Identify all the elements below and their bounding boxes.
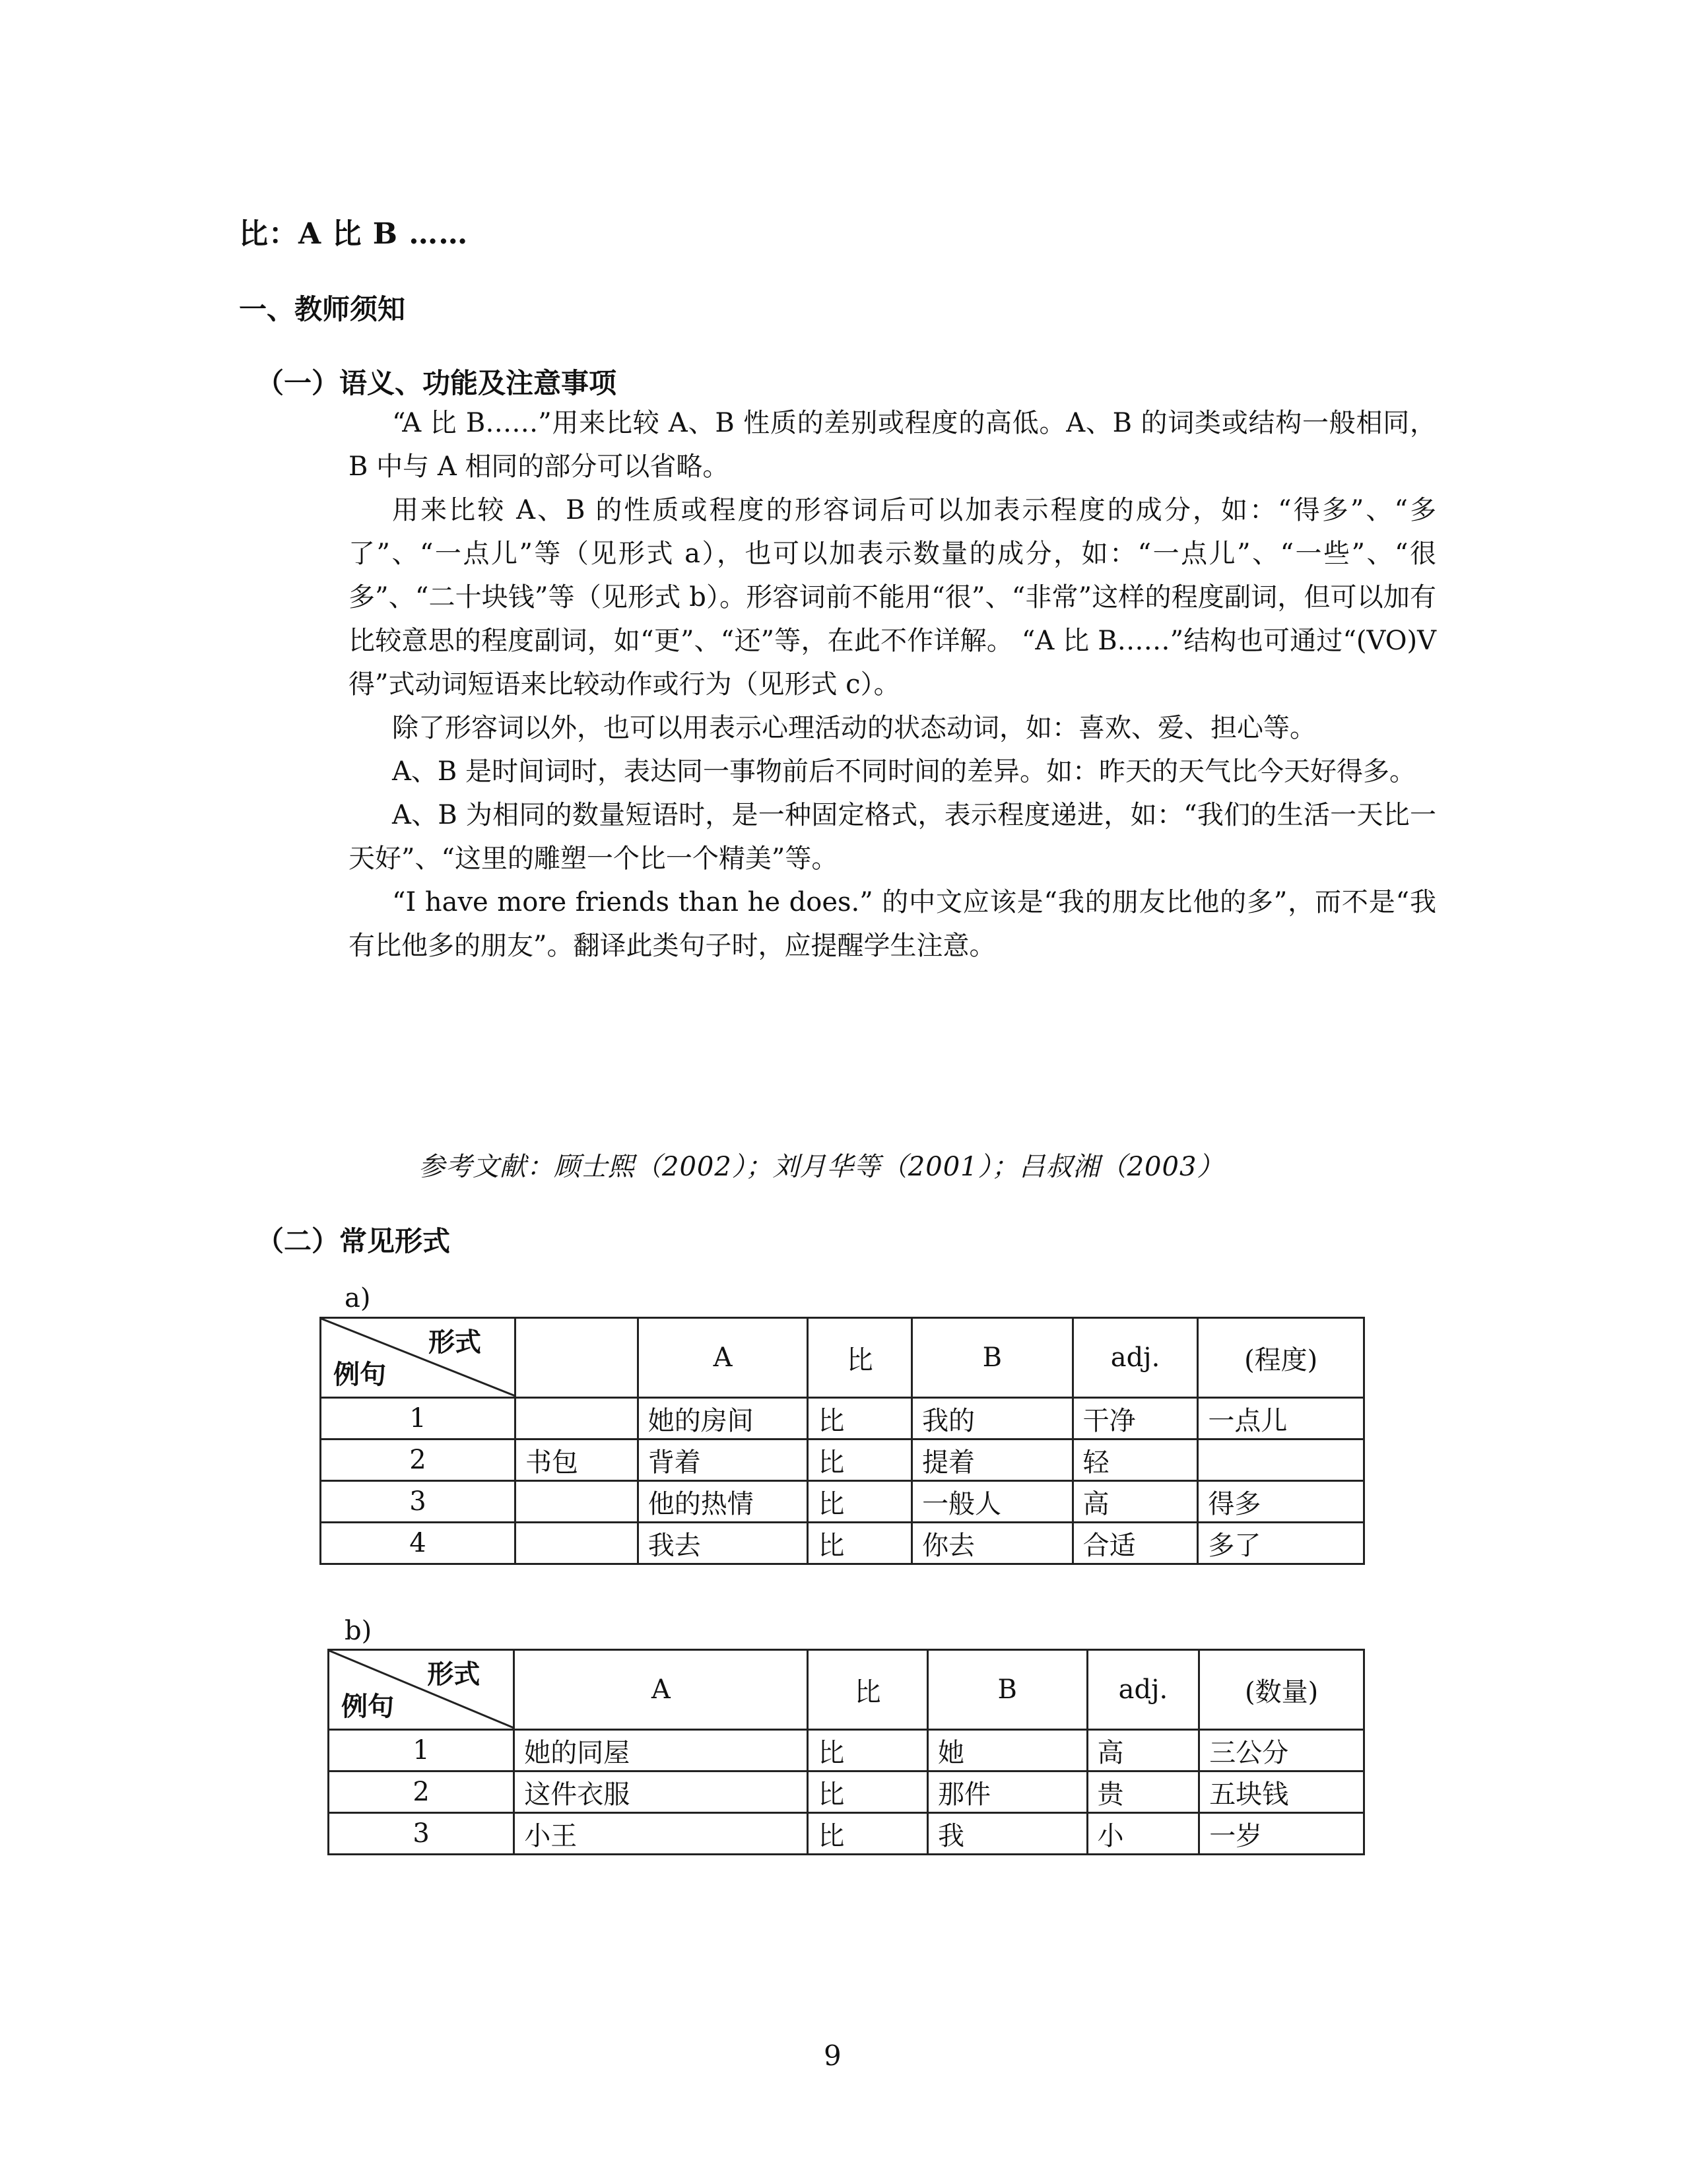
- table-row: [321, 1523, 1364, 1564]
- table-cell: 那件: [927, 1771, 1087, 1813]
- header-cell: 比: [808, 1650, 928, 1730]
- table-b-caption: b): [345, 1616, 372, 1646]
- table-header-row: [321, 1318, 1364, 1398]
- paragraph: “A 比 B……”用来比较 A、B 性质的差别或程度的高低。A、B 的词类或结构一般相同，B 中与 A 相同的部分可以省略。: [348, 408, 1436, 482]
- table-cell: 背着: [638, 1439, 808, 1481]
- table-cell: 我: [927, 1813, 1087, 1855]
- table-cell: 合适: [1073, 1523, 1198, 1564]
- table-cell: 贵: [1087, 1771, 1199, 1813]
- table-cell: 一般人: [912, 1481, 1073, 1523]
- table-cell: [515, 1523, 638, 1564]
- table-cell: 比: [808, 1439, 912, 1481]
- table-cell: 三公分: [1199, 1730, 1364, 1771]
- table-row: [321, 1481, 1364, 1523]
- table-cell: 我去: [638, 1523, 808, 1564]
- paragraph: A、B 是时间词时，表达同一事物前后不同时间的差异。如：昨天的天气比今天好得多。: [392, 756, 1416, 787]
- table-cell: [515, 1398, 638, 1439]
- table-cell: 轻: [1073, 1439, 1198, 1481]
- table-cell: 高: [1073, 1481, 1198, 1523]
- table-row: [321, 1439, 1364, 1481]
- subsection-heading-forms: （二）常见形式: [256, 1225, 451, 1257]
- header-cell: A: [514, 1650, 808, 1730]
- table-cell: [515, 1481, 638, 1523]
- table-cell: 她的同屋: [514, 1730, 808, 1771]
- body-text: [348, 401, 1436, 968]
- table-cell: 书包: [515, 1439, 638, 1481]
- table-cell: 4: [321, 1523, 515, 1564]
- paragraph: 除了形容词以外，也可以用表示心理活动的状态动词，如：喜欢、爱、担心等。: [392, 713, 1316, 743]
- table-cell: 3: [329, 1813, 514, 1855]
- paragraph: 用来比较 A、B 的性质或程度的形容词后可以加表示程度的成分，如：“得多”、“多了”、“一点儿”等（见形式 a），也可以加表示数量的成分，如：“一点儿”、“一些”、“很多”、“二十块钱”等（见形式 b）。形容词前不能用“很”、“非常”这样的程度副词，但可以加有比较意思的程度副词，如“更”、“还”等，在此不作详解。 “A 比 B……”结构也可通过“(VO)V 得”式动词短语来比较动作或行为（见形式 c）。: [348, 495, 1436, 700]
- header-cell: (程度): [1198, 1318, 1364, 1398]
- table-cell: 高: [1087, 1730, 1199, 1771]
- table-a-caption: a): [345, 1283, 371, 1313]
- table-row: [329, 1813, 1364, 1855]
- table-cell: 一岁: [1199, 1813, 1364, 1855]
- header-cell: adj.: [1087, 1650, 1199, 1730]
- corner-top-label: 形式: [427, 1659, 481, 1690]
- header-cell: [515, 1318, 638, 1398]
- table-cell: 比: [808, 1398, 912, 1439]
- table-cell: 比: [808, 1523, 912, 1564]
- header-cell: B: [927, 1650, 1087, 1730]
- table-cell: 这件衣服: [514, 1771, 808, 1813]
- table-cell: 1: [321, 1398, 515, 1439]
- header-cell: (数量): [1199, 1650, 1364, 1730]
- table-row: [329, 1730, 1364, 1771]
- header-cell: A: [638, 1318, 808, 1398]
- table-cell: 一点儿: [1198, 1398, 1364, 1439]
- paragraph: A、B 为相同的数量短语时，是一种固定格式，表示程度递进，如：“我们的生活一天比一天好”、“这里的雕塑一个比一个精美”等。: [348, 800, 1436, 874]
- table-cell: 比: [808, 1481, 912, 1523]
- table-cell: 小王: [514, 1813, 808, 1855]
- table-row: [329, 1771, 1364, 1813]
- table-cell: 多了: [1198, 1523, 1364, 1564]
- corner-cell: [321, 1318, 515, 1398]
- table-cell: 她: [927, 1730, 1087, 1771]
- header-cell: B: [912, 1318, 1073, 1398]
- table-a: [319, 1317, 1365, 1565]
- table-cell: 1: [329, 1730, 514, 1771]
- table-header-row: [329, 1650, 1364, 1730]
- table-cell: 我的: [912, 1398, 1073, 1439]
- corner-cell: [329, 1650, 514, 1730]
- table-cell: 提着: [912, 1439, 1073, 1481]
- table-cell: 你去: [912, 1523, 1073, 1564]
- page-title: 比：A 比 B ……: [239, 217, 469, 251]
- table-cell: 五块钱: [1199, 1771, 1364, 1813]
- table-b: [327, 1649, 1365, 1855]
- corner-bottom-label: 例句: [341, 1691, 394, 1722]
- table-cell: 2: [321, 1439, 515, 1481]
- table-cell: 她的房间: [638, 1398, 808, 1439]
- paragraph: “I have more friends than he does.” 的中文应该是“我的朋友比他的多”，而不是“我有比他多的朋友”。翻译此类句子时，应提醒学生注意。: [348, 887, 1436, 961]
- table-cell: 3: [321, 1481, 515, 1523]
- table-cell: 小: [1087, 1813, 1199, 1855]
- table-cell: 干净: [1073, 1398, 1198, 1439]
- section-heading: 一、教师须知: [239, 293, 406, 325]
- table-cell: 比: [808, 1730, 928, 1771]
- header-cell: 比: [808, 1318, 912, 1398]
- table-cell: 他的热情: [638, 1481, 808, 1523]
- table-cell: 比: [808, 1813, 928, 1855]
- table-cell: [1198, 1439, 1364, 1481]
- references: 参考文献：顾士熙（2002）；刘月华等（2001）；吕叔湘（2003）: [418, 1152, 1224, 1182]
- table-row: [321, 1398, 1364, 1439]
- table-cell: 得多: [1198, 1481, 1364, 1523]
- corner-top-label: 形式: [428, 1327, 482, 1358]
- subsection-heading-semantics: （一）语义、功能及注意事项: [256, 367, 617, 399]
- table-cell: 比: [808, 1771, 928, 1813]
- page-number: 9: [824, 2039, 842, 2072]
- header-cell: adj.: [1073, 1318, 1198, 1398]
- corner-bottom-label: 例句: [333, 1359, 386, 1390]
- table-cell: 2: [329, 1771, 514, 1813]
